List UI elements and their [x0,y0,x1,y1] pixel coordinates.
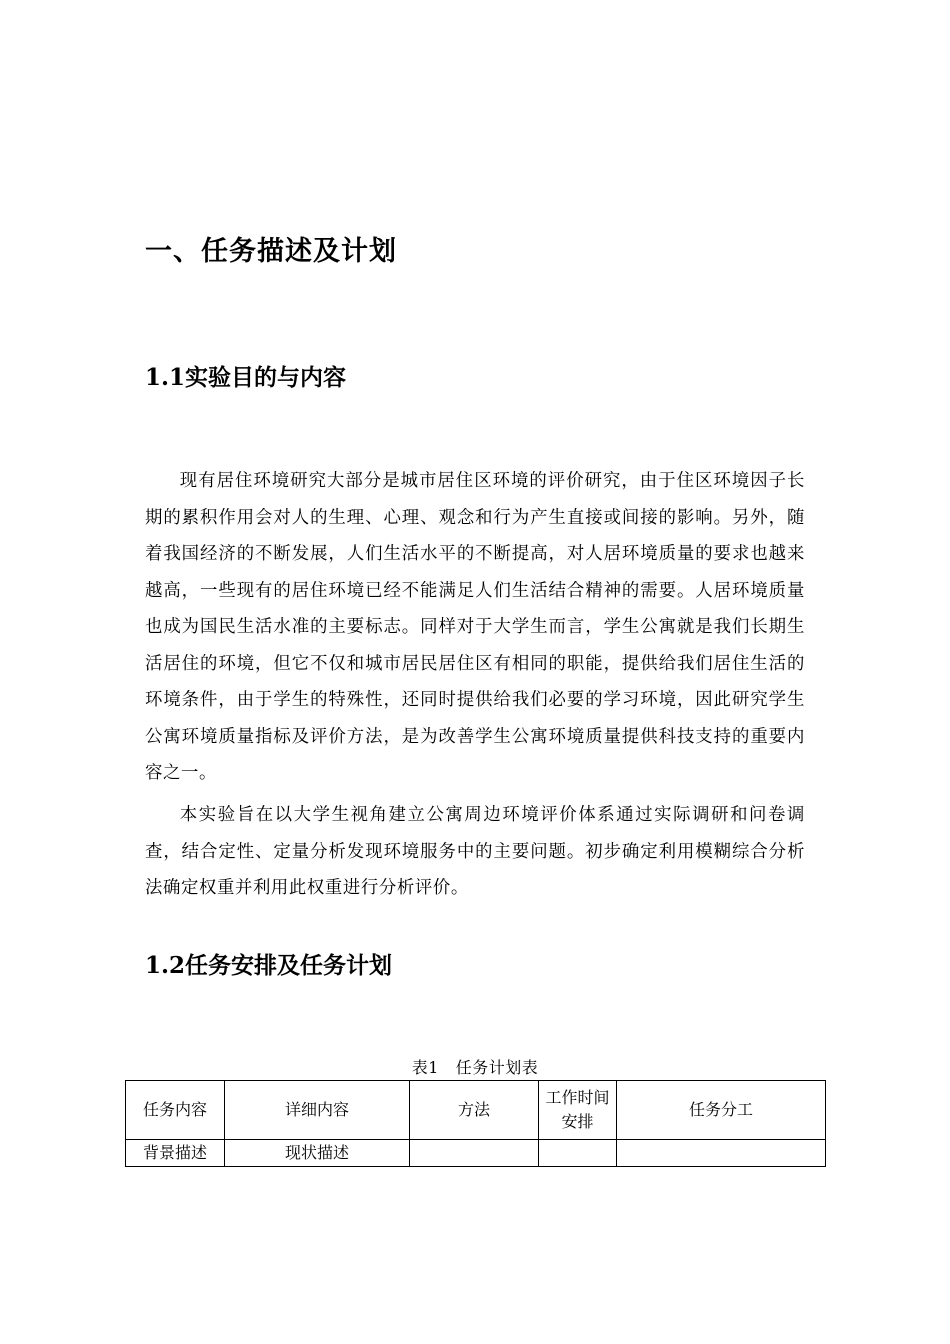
section-title-1-2: 1.2任务安排及任务计划 [145,952,393,979]
table-cell [539,1140,617,1167]
table-cell [410,1140,539,1167]
table-cell: 现状描述 [225,1140,410,1167]
paragraph: 本实验旨在以大学生视角建立公寓周边环境评价体系通过实际调研和问卷调查，结合定性、定量分析发现环境服务中的主要问题。初步确定利用模糊综合分析法确定权重并利用此权重进行分析评价。 [145,805,805,898]
table-header-cell: 任务分工 [617,1081,826,1140]
table-header-cell: 详细内容 [225,1081,410,1140]
table-header-cell: 工作时间安排 [539,1081,617,1140]
table-cell [617,1140,826,1167]
task-plan-table [125,1080,826,1167]
table-header-cell: 任务内容 [126,1081,225,1140]
paragraph: 现有居住环境研究大部分是城市居住区环境的评价研究，由于住区环境因子长期的累积作用会对人的生理、心理、观念和行为产生直接或间接的影响。另外，随着我国经济的不断发展，人们生活水平的不断提高，对人居环境质量的要求也越来越高，一些现有的居住环境已经不能满足人们生活结合精神的需要。人居环境质量也成为国民生活水准的主要标志。同样对于大学生而言，学生公寓就是我们长期生活居住的环境，但它不仅和城市居民居住区有相同的职能，提供给我们居住生活的环境条件，由于学生的特殊性，还同时提供给我们必要的学习环境，因此研究学生公寓环境质量指标及评价方法，是为改善学生公寓环境质量提供科技支持的重要内容之一。 [145,471,805,783]
table-header-cell: 方法 [410,1081,539,1140]
table-caption: 表1 任务计划表 [411,1058,539,1077]
section-1-1-paragraph-2 [145,797,805,907]
table-cell: 背景描述 [126,1140,225,1167]
section-title-1-1: 1.1实验目的与内容 [145,364,347,391]
table-row [126,1140,826,1167]
section-1-1-paragraph-1 [145,463,805,792]
chapter-title: 一、任务描述及计划 [145,236,397,267]
table-header-row [126,1081,826,1140]
